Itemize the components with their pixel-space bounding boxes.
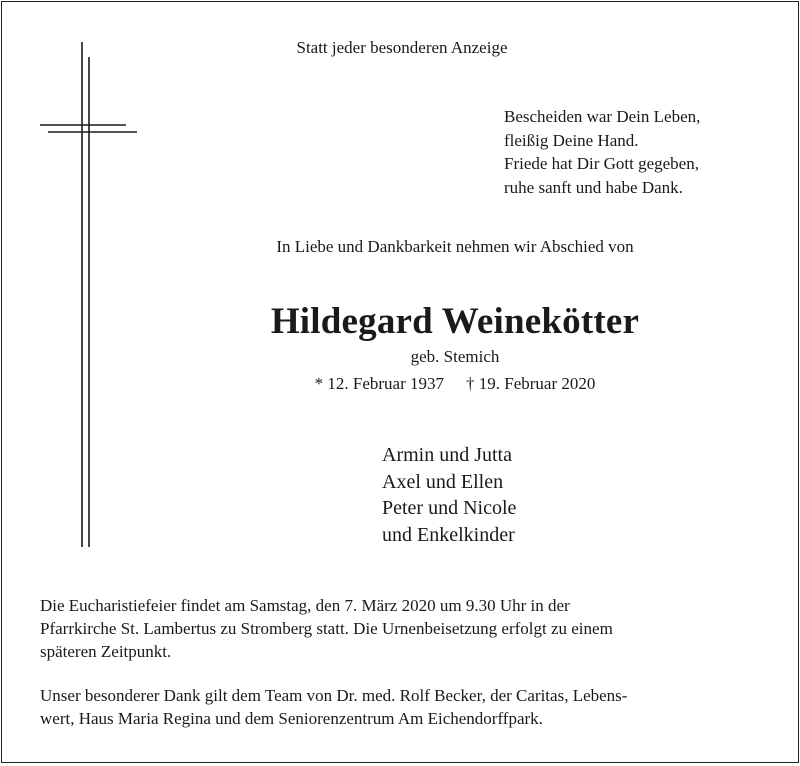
deceased-name: Hildegard Weinekötter: [270, 301, 640, 342]
death-date: † 19. Februar 2020: [466, 374, 596, 393]
service-line: Die Eucharistiefeier findet am Samstag, den 7. März 2020 um 9.30 Uhr in der: [40, 596, 570, 615]
life-dates: [2, 374, 800, 394]
thanks-line: Unser besonderer Dank gilt dem Team von Dr. med. Rolf Becker, der Caritas, Lebens-: [40, 686, 628, 705]
poem-line: Bescheiden war Dein Leben,: [504, 107, 701, 126]
poem: [504, 105, 700, 199]
poem-line: Friede hat Dir Gott gegeben,: [504, 154, 699, 173]
service-line: Pfarrkirche St. Lambertus zu Stromberg statt. Die Urnenbeisetzung erfolgt zu einem: [40, 619, 613, 638]
service-line: späteren Zeitpunkt.: [40, 642, 172, 661]
birth-date: * 12. Februar 1937: [314, 374, 444, 393]
header-note: Statt jeder besonderen Anzeige: [296, 38, 508, 57]
obituary-notice: [1, 1, 799, 763]
poem-line: fleißig Deine Hand.: [504, 130, 639, 150]
thanks-line: wert, Haus Maria Regina und dem Seniorenzentrum Am Eichendorffpark.: [40, 709, 543, 728]
mourner-name: und Enkelkinder: [382, 523, 515, 546]
poem-line: ruhe sanft und habe Dank.: [504, 177, 683, 197]
intro-text: In Liebe und Dankbarkeit nehmen wir Abschied von: [276, 237, 634, 256]
birth-name: geb. Stemich: [410, 347, 500, 366]
service-info: [40, 594, 613, 663]
mourners-list: [382, 442, 516, 548]
mourner-name: Peter und Nicole: [382, 497, 517, 519]
mourner-name: Axel und Ellen: [382, 470, 504, 493]
thanks-note: [40, 684, 627, 730]
mourner-name: Armin und Jutta: [382, 444, 512, 466]
